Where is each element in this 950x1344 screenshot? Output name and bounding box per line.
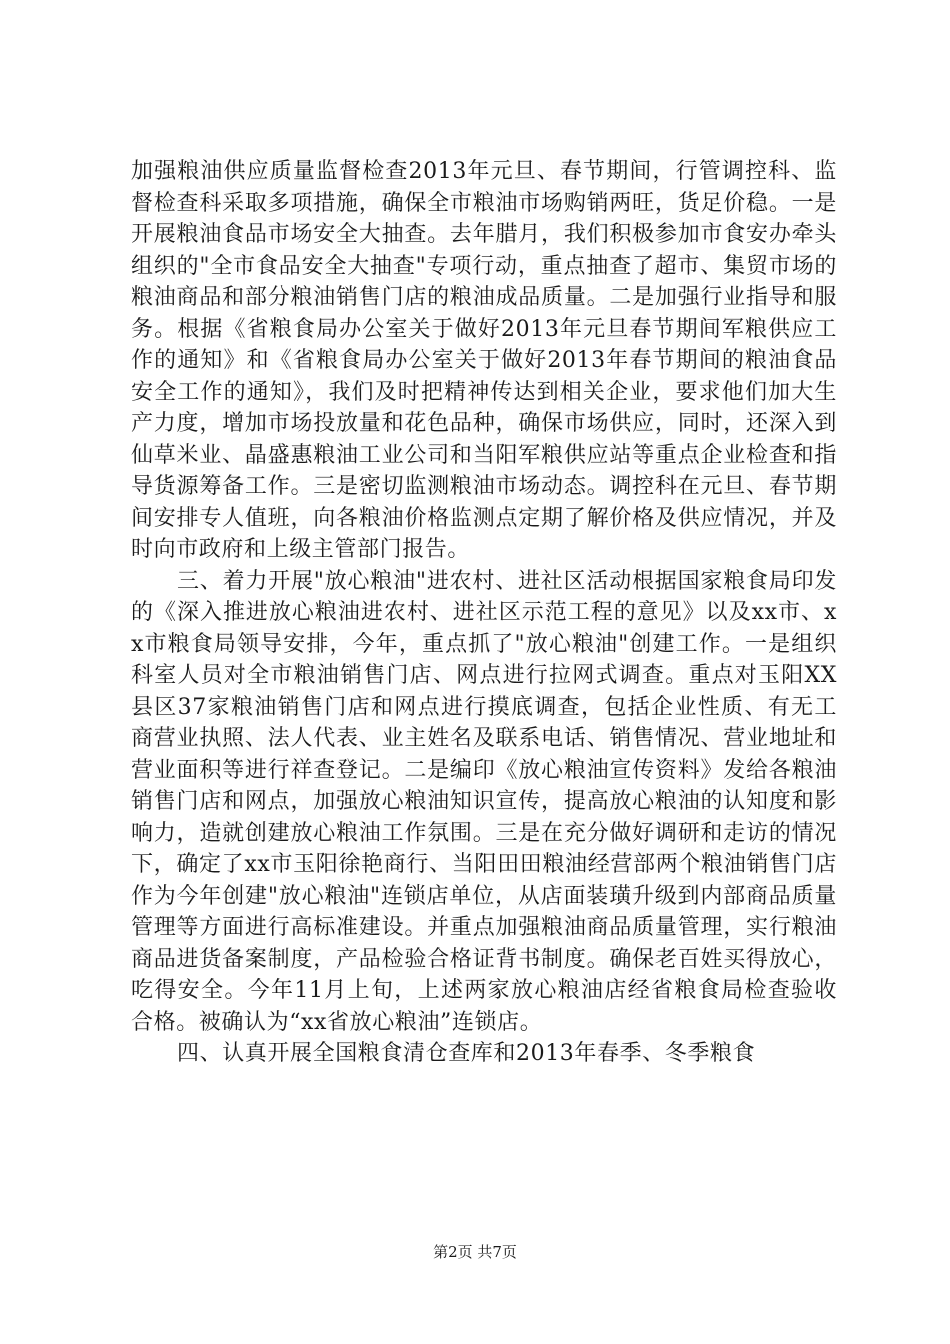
paragraph-grain-oil-supply-inspection: 加强粮油供应质量监督检查2013年元旦、春节期间，行管调控科、监督检查科采取多项措施，确保全市粮油市场购销两旺，货足价稳。一是开展粮油食品市场安全大抽查。去年腊月，我们积极参加市食安办牵头组织的"全市食品安全大抽查"专项行动，重点抽查了超市、集贸市场的粮油商品和部分粮油销售门店的粮油成品质量。二是加强行业指导和服务。根据《省粮食局办公室关于做好2013年元旦春节期间军粮供应工作的通知》和《省粮食局办公室关于做好2013年春节期间的粮油食品安全工作的通知》，我们及时把精神传达到相关企业，要求他们加大生产力度，增加市场投放量和花色品种，确保市场供应，同时，还深入到仙草米业、晶盛惠粮油工业公司和当阳军粮供应站等重点企业检查和指导货源筹备工作。三是密切监测粮油市场动态。调控科在元旦、春节期间安排专人值班，向各粮油价格监测点定期了解价格及供应情况，并及时向市政府和上级主管部门报告。 [131, 159, 837, 562]
paragraph-safe-grain-oil-campaign: 三、着力开展"放心粮油"进农村、进社区活动根据国家粮食局印发的《深入推进放心粮油进农村、进社区示范工程的意见》以及xx市、xx市粮食局领导安排，今年，重点抓了"放心粮油"创建工作。一是组织科室人员对全市粮油销售门店、网点进行拉网式调查。重点对玉阳XX县区37家粮油销售门店和网点进行摸底调查，包括企业性质、有无工商营业执照、法人代表、业主姓名及联系电话、销售情况、营业地址和营业面积等进行祥查登记。二是编印《放心粮油宣传资料》发给各粮油销售门店和网点，加强放心粮油知识宣传，提高放心粮油的认知度和影响力，造就创建放心粮油工作氛围。三是在充分做好调研和走访的情况下，确定了xx市玉阳徐艳商行、当阳田田粮油经营部两个粮油销售门店作为今年创建"放心粮油"连锁店单位，从店面装璜升级到内部商品质量管理等方面进行高标准建设。并重点加强粮油商品质量管理，实行粮油商品进货备案制度，产品检验合格证背书制度。确保老百姓买得放心，吃得安全。今年11月上旬，上述两家放心粮油店经省粮食局检查验收合格。被确认为“xx省放心粮油”连锁店。 [131, 568, 837, 1035]
paragraph-warehouse-inspection: 四、认真开展全国粮食清仓查库和2013年春季、冬季粮食 [177, 1041, 756, 1066]
page-number-footer: 第2页 共7页 [433, 1243, 517, 1261]
document-body [131, 156, 837, 1070]
